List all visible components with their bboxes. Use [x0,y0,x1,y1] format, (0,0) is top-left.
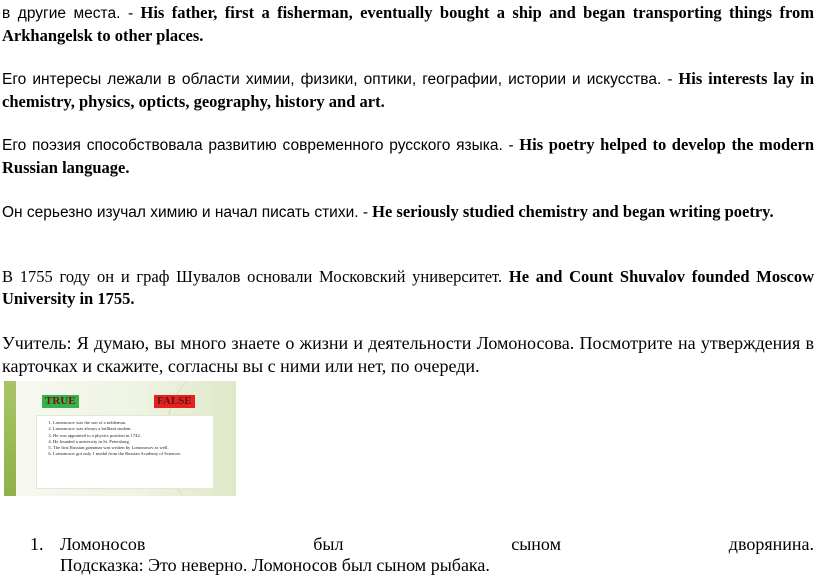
english-translation: He seriously studied chemistry and began writing poetry. [372,202,774,221]
true-false-slide-image [4,381,236,496]
statement-word: был [313,534,344,554]
statement-word: Ломоносов [60,534,146,554]
english-translation: His father, first a fisherman, eventually bought a ship and began transporting things from Arkhangelsk to other places. [2,3,814,45]
russian-text: Его интересы лежали в области химии, физики, оптики, географии, истории и искусства. - [2,71,673,88]
statement-item: 4. He founded a university in St. Petersburg. [53,439,209,445]
hint-text: Подсказка: Это неверно. Ломоносов был сыном рыбака. [60,555,490,575]
true-label: TRUE [42,395,79,408]
statement-item: 1. Lomonosov was the son of a nobleman. [53,420,209,426]
paragraph-poetry [2,134,814,179]
statements-card [36,415,214,489]
paragraph-interests [2,68,814,113]
statement-line [60,533,814,555]
statement-item: 5. The first Russian grammar was written by Lomonosov as well. [53,445,209,451]
statement-item: 6. Lomonosov got only 1 medal from the Russian Academy of Sciences. [53,451,209,457]
english-translation: His poetry helped to develop the modern Russian language. [2,135,815,177]
list-number: 1. [30,534,44,554]
russian-text: В 1755 году он и граф Шувалов основали Московский университет. [2,267,503,286]
paragraph-father [2,2,814,47]
paragraph-chemistry [2,201,814,224]
statements-list [37,416,213,458]
slide-green-bar [4,381,16,496]
paragraph-university [2,266,814,310]
teacher-instruction: Учитель: Я думаю, вы много знаете о жизни и деятельности Ломоносова. Посмотрите на утверждения в карточках и скажите, согласны вы с ними или нет, по очереди. [2,333,814,376]
statement-item: 2. Lomonosov was always a brilliant student. [53,426,209,432]
russian-text: Его поэзия способствовала развитию современного русского языка. - [2,137,514,154]
statement-word: дворянина. [728,534,814,554]
english-translation: His interests lay in chemistry, physics, opticts, geography, history and art. [2,69,815,111]
russian-text: в другие места. - [2,5,134,22]
statement-item: 3. He was appointed to a physics position in 1742. [53,433,209,439]
statement-word: сыном [511,534,561,554]
english-translation: He and Count Shuvalov founded Moscow University in 1755. [2,267,815,308]
russian-text: Он серьезно изучал химию и начал писать стихи. - [2,204,369,221]
false-label: FALSE [154,395,195,408]
